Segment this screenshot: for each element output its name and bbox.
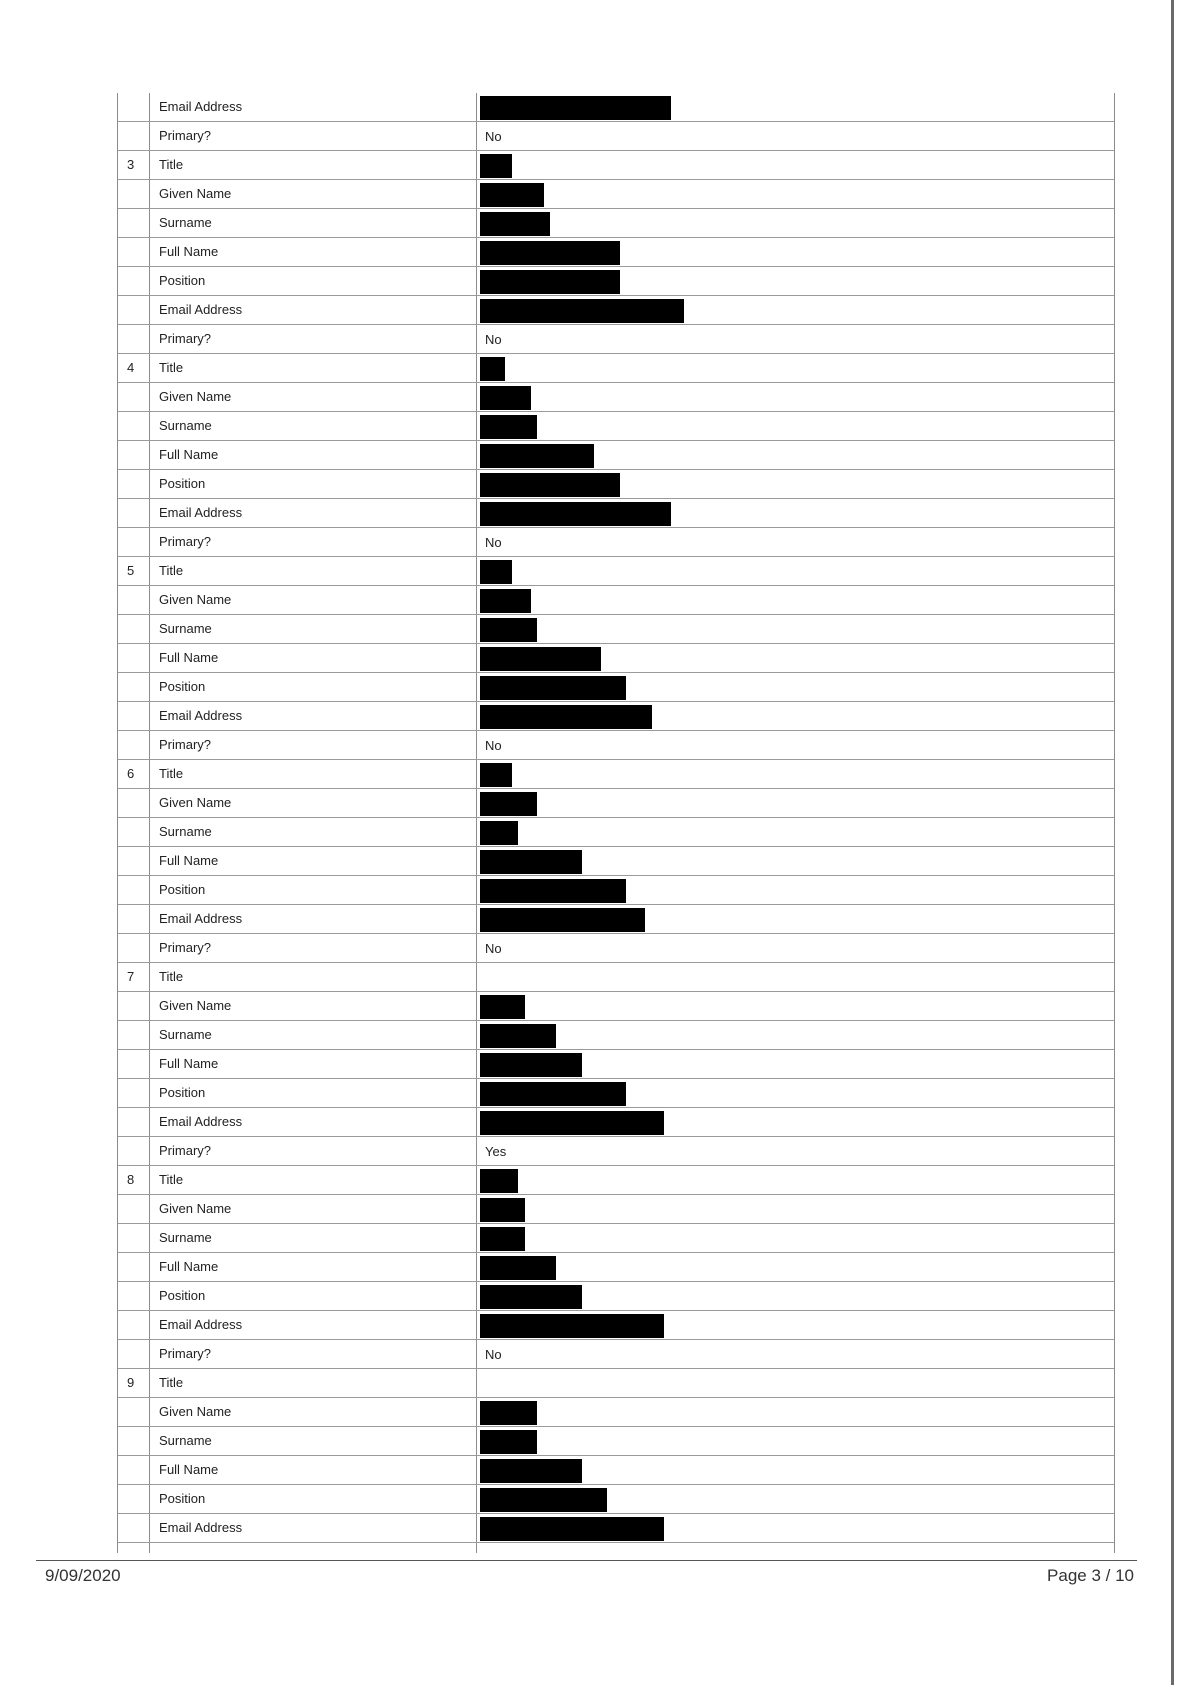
contact-index-cell xyxy=(118,1282,150,1310)
field-value-cell xyxy=(477,731,1114,759)
contact-index-cell xyxy=(118,1340,150,1368)
table-row xyxy=(118,325,1114,354)
field-label-cell: Given Name xyxy=(150,1195,477,1223)
redaction-block xyxy=(480,560,512,584)
field-value-cell xyxy=(477,1340,1114,1368)
contact-index-cell xyxy=(118,1311,150,1339)
field-value-cell xyxy=(477,702,1114,730)
contact-index-cell xyxy=(118,238,150,266)
contacts-table xyxy=(117,93,1115,1553)
table-row xyxy=(118,1079,1114,1108)
field-label-cell: Primary? xyxy=(150,934,477,962)
field-label-cell: Full Name xyxy=(150,1253,477,1281)
field-value-cell xyxy=(477,992,1114,1020)
table-row xyxy=(118,1137,1114,1166)
redaction-block xyxy=(480,183,544,207)
field-value-text: No xyxy=(485,1347,502,1362)
field-label-cell: Primary? xyxy=(150,1137,477,1165)
field-value-cell xyxy=(477,1079,1114,1107)
field-value-cell xyxy=(477,1311,1114,1339)
field-label-cell: Title xyxy=(150,963,477,991)
contact-index-cell xyxy=(118,412,150,440)
field-label-cell: Position xyxy=(150,1079,477,1107)
redaction-block xyxy=(480,1285,582,1309)
contact-index-cell xyxy=(118,586,150,614)
table-row xyxy=(118,847,1114,876)
table-row xyxy=(118,1050,1114,1079)
contact-index-cell xyxy=(118,615,150,643)
table-row xyxy=(118,934,1114,963)
contact-index-cell xyxy=(118,441,150,469)
contact-index-cell xyxy=(118,1398,150,1426)
table-row xyxy=(118,1485,1114,1514)
field-value-cell xyxy=(477,1253,1114,1281)
field-value-cell xyxy=(477,847,1114,875)
field-label-cell: Full Name xyxy=(150,847,477,875)
field-value-cell xyxy=(477,1021,1114,1049)
field-value-cell xyxy=(477,470,1114,498)
table-row xyxy=(118,1311,1114,1340)
contact-index-cell xyxy=(118,644,150,672)
contact-index-cell xyxy=(118,528,150,556)
redaction-block xyxy=(480,473,620,497)
field-label-cell: Full Name xyxy=(150,644,477,672)
field-value-cell xyxy=(477,818,1114,846)
redaction-block xyxy=(480,879,626,903)
field-label-cell: Position xyxy=(150,1282,477,1310)
contact-index-cell xyxy=(118,934,150,962)
field-value-cell xyxy=(477,1369,1114,1397)
redaction-block xyxy=(480,995,525,1019)
field-label-cell: Given Name xyxy=(150,180,477,208)
redaction-block xyxy=(480,1401,537,1425)
contact-index-cell xyxy=(118,1079,150,1107)
redaction-block xyxy=(480,357,505,381)
redaction-block xyxy=(480,792,537,816)
contact-index-cell xyxy=(118,1456,150,1484)
table-row xyxy=(118,992,1114,1021)
contact-index-cell xyxy=(118,789,150,817)
contact-index-cell xyxy=(118,1485,150,1513)
field-value-cell xyxy=(477,1108,1114,1136)
redaction-block xyxy=(480,1053,582,1077)
field-label-cell: Surname xyxy=(150,1224,477,1252)
field-value-cell xyxy=(477,528,1114,556)
field-value-cell xyxy=(477,122,1114,150)
table-continuation-cell xyxy=(150,1543,477,1553)
field-value-text: No xyxy=(485,738,502,753)
redaction-block xyxy=(480,647,601,671)
field-value-cell xyxy=(477,1282,1114,1310)
contact-index-cell xyxy=(118,1108,150,1136)
field-value-cell xyxy=(477,151,1114,179)
table-row xyxy=(118,528,1114,557)
table-row xyxy=(118,1253,1114,1282)
contact-index-cell xyxy=(118,1224,150,1252)
redaction-block xyxy=(480,1198,525,1222)
contact-index-cell xyxy=(118,267,150,295)
field-label-cell: Primary? xyxy=(150,731,477,759)
contact-index-cell xyxy=(118,847,150,875)
contact-index-cell: 9 xyxy=(118,1369,150,1397)
field-value-cell xyxy=(477,586,1114,614)
field-label-cell: Email Address xyxy=(150,1108,477,1136)
redaction-block xyxy=(480,908,645,932)
contact-index-cell xyxy=(118,1514,150,1542)
redaction-block xyxy=(480,386,531,410)
table-row xyxy=(118,789,1114,818)
field-label-cell: Position xyxy=(150,470,477,498)
contact-index-cell xyxy=(118,93,150,121)
table-row xyxy=(118,1282,1114,1311)
redaction-block xyxy=(480,1111,664,1135)
redaction-block xyxy=(480,1459,582,1483)
field-label-cell: Surname xyxy=(150,412,477,440)
redaction-block xyxy=(480,1488,607,1512)
redaction-block xyxy=(480,299,684,323)
table-row xyxy=(118,1224,1114,1253)
field-label-cell: Title xyxy=(150,1369,477,1397)
contact-index-cell xyxy=(118,1427,150,1455)
field-label-cell: Email Address xyxy=(150,702,477,730)
contact-index-cell xyxy=(118,702,150,730)
field-value-cell xyxy=(477,412,1114,440)
table-row xyxy=(118,296,1114,325)
field-label-cell: Given Name xyxy=(150,1398,477,1426)
contact-index-cell xyxy=(118,731,150,759)
field-label-cell: Primary? xyxy=(150,528,477,556)
table-row xyxy=(118,1427,1114,1456)
contact-index-cell xyxy=(118,296,150,324)
contact-index-cell xyxy=(118,1050,150,1078)
contact-index-cell: 7 xyxy=(118,963,150,991)
table-row xyxy=(118,1340,1114,1369)
field-label-cell: Full Name xyxy=(150,1456,477,1484)
table-row xyxy=(118,122,1114,151)
table-row xyxy=(118,1456,1114,1485)
field-value-cell xyxy=(477,760,1114,788)
field-label-cell: Primary? xyxy=(150,122,477,150)
field-value-cell xyxy=(477,1427,1114,1455)
table-row xyxy=(118,615,1114,644)
redaction-block xyxy=(480,589,531,613)
table-row xyxy=(118,557,1114,586)
field-value-cell xyxy=(477,1485,1114,1513)
table-row xyxy=(118,441,1114,470)
field-label-cell: Email Address xyxy=(150,499,477,527)
table-row xyxy=(118,499,1114,528)
field-label-cell: Surname xyxy=(150,1427,477,1455)
field-label-cell: Given Name xyxy=(150,789,477,817)
contact-index-cell xyxy=(118,1253,150,1281)
field-label-cell: Email Address xyxy=(150,1311,477,1339)
redaction-block xyxy=(480,502,671,526)
field-value-text: No xyxy=(485,332,502,347)
contact-index-cell: 4 xyxy=(118,354,150,382)
table-row xyxy=(118,1514,1114,1543)
field-value-cell xyxy=(477,354,1114,382)
table-row xyxy=(118,731,1114,760)
redaction-block xyxy=(480,1169,518,1193)
field-value-cell xyxy=(477,1195,1114,1223)
redaction-block xyxy=(480,850,582,874)
contact-index-cell xyxy=(118,180,150,208)
field-label-cell: Title xyxy=(150,760,477,788)
contact-index-cell: 5 xyxy=(118,557,150,585)
table-row xyxy=(118,818,1114,847)
field-value-cell xyxy=(477,238,1114,266)
table-row xyxy=(118,1108,1114,1137)
field-value-cell xyxy=(477,267,1114,295)
contact-index-cell xyxy=(118,470,150,498)
field-value-cell xyxy=(477,325,1114,353)
table-row xyxy=(118,905,1114,934)
table-row xyxy=(118,209,1114,238)
field-label-cell: Position xyxy=(150,673,477,701)
field-value-cell xyxy=(477,615,1114,643)
field-label-cell: Given Name xyxy=(150,383,477,411)
field-value-cell xyxy=(477,1224,1114,1252)
field-value-cell xyxy=(477,905,1114,933)
field-value-cell xyxy=(477,557,1114,585)
table-row xyxy=(118,383,1114,412)
field-value-cell xyxy=(477,673,1114,701)
field-value-cell xyxy=(477,93,1114,121)
contact-index-cell xyxy=(118,818,150,846)
table-row xyxy=(118,702,1114,731)
table-row xyxy=(118,267,1114,296)
table-row xyxy=(118,238,1114,267)
field-value-cell xyxy=(477,1514,1114,1542)
redaction-block xyxy=(480,270,620,294)
contact-index-cell xyxy=(118,1137,150,1165)
contact-index-cell xyxy=(118,499,150,527)
field-value-text: Yes xyxy=(485,1144,507,1159)
field-value-cell xyxy=(477,499,1114,527)
redaction-block xyxy=(480,241,620,265)
table-row xyxy=(118,180,1114,209)
redaction-block xyxy=(480,415,537,439)
redaction-block xyxy=(480,96,671,120)
field-value-cell xyxy=(477,963,1114,991)
field-label-cell: Full Name xyxy=(150,441,477,469)
contact-index-cell xyxy=(118,209,150,237)
contact-index-cell: 6 xyxy=(118,760,150,788)
footer-page-number: Page 3 / 10 xyxy=(1047,1566,1134,1585)
field-label-cell: Email Address xyxy=(150,905,477,933)
field-value-cell xyxy=(477,1166,1114,1194)
field-label-cell: Title xyxy=(150,354,477,382)
table-row xyxy=(118,644,1114,673)
footer-divider xyxy=(36,1560,1137,1561)
table-continuation-cell xyxy=(118,1543,150,1553)
contact-index-cell: 3 xyxy=(118,151,150,179)
contact-index-cell xyxy=(118,905,150,933)
table-row xyxy=(118,1398,1114,1427)
field-label-cell: Full Name xyxy=(150,238,477,266)
table-row xyxy=(118,151,1114,180)
field-label-cell: Surname xyxy=(150,615,477,643)
contact-index-cell xyxy=(118,1021,150,1049)
field-value-cell xyxy=(477,1137,1114,1165)
table-row xyxy=(118,1195,1114,1224)
field-value-cell xyxy=(477,180,1114,208)
redaction-block xyxy=(480,1082,626,1106)
field-value-cell xyxy=(477,1456,1114,1484)
table-row xyxy=(118,1021,1114,1050)
redaction-block xyxy=(480,1227,525,1251)
redaction-block xyxy=(480,676,626,700)
redaction-block xyxy=(480,1024,556,1048)
redaction-block xyxy=(480,763,512,787)
contact-index-cell xyxy=(118,992,150,1020)
field-label-cell: Surname xyxy=(150,1021,477,1049)
field-label-cell: Primary? xyxy=(150,1340,477,1368)
table-row xyxy=(118,1166,1114,1195)
table-row xyxy=(118,963,1114,992)
field-label-cell: Email Address xyxy=(150,1514,477,1542)
table-row xyxy=(118,760,1114,789)
field-label-cell: Position xyxy=(150,267,477,295)
footer-date: 9/09/2020 xyxy=(45,1566,121,1585)
field-label-cell: Title xyxy=(150,557,477,585)
redaction-block xyxy=(480,1314,664,1338)
table-row xyxy=(118,673,1114,702)
field-label-cell: Given Name xyxy=(150,586,477,614)
redaction-block xyxy=(480,154,512,178)
contact-index-cell xyxy=(118,383,150,411)
field-value-cell xyxy=(477,789,1114,817)
page-edge-shadow xyxy=(1171,0,1174,1685)
field-label-cell: Surname xyxy=(150,818,477,846)
contact-index-cell xyxy=(118,1195,150,1223)
table-row xyxy=(118,586,1114,615)
field-label-cell: Primary? xyxy=(150,325,477,353)
redaction-block xyxy=(480,1256,556,1280)
table-row xyxy=(118,93,1114,122)
redaction-block xyxy=(480,444,594,468)
field-value-cell xyxy=(477,441,1114,469)
redaction-block xyxy=(480,1430,537,1454)
field-label-cell: Email Address xyxy=(150,296,477,324)
table-row xyxy=(118,470,1114,499)
table-row xyxy=(118,354,1114,383)
field-label-cell: Position xyxy=(150,876,477,904)
table-row xyxy=(118,412,1114,441)
field-value-cell xyxy=(477,383,1114,411)
field-value-text: No xyxy=(485,535,502,550)
field-value-text: No xyxy=(485,941,502,956)
redaction-block xyxy=(480,1517,664,1541)
field-label-cell: Position xyxy=(150,1485,477,1513)
contact-index-cell xyxy=(118,673,150,701)
field-label-cell: Given Name xyxy=(150,992,477,1020)
table-row xyxy=(118,876,1114,905)
redaction-block xyxy=(480,821,518,845)
redaction-block xyxy=(480,705,652,729)
field-value-cell xyxy=(477,1050,1114,1078)
field-label-cell: Surname xyxy=(150,209,477,237)
field-value-cell xyxy=(477,934,1114,962)
field-label-cell: Email Address xyxy=(150,93,477,121)
contact-index-cell xyxy=(118,122,150,150)
field-value-cell xyxy=(477,644,1114,672)
field-label-cell: Title xyxy=(150,151,477,179)
field-value-cell xyxy=(477,209,1114,237)
field-value-cell xyxy=(477,1398,1114,1426)
contact-index-cell xyxy=(118,325,150,353)
field-value-cell xyxy=(477,296,1114,324)
table-continuation xyxy=(118,1543,1114,1553)
field-label-cell: Title xyxy=(150,1166,477,1194)
redaction-block xyxy=(480,212,550,236)
contact-index-cell: 8 xyxy=(118,1166,150,1194)
field-label-cell: Full Name xyxy=(150,1050,477,1078)
table-row xyxy=(118,1369,1114,1398)
contact-index-cell xyxy=(118,876,150,904)
redaction-block xyxy=(480,618,537,642)
field-value-text: No xyxy=(485,129,502,144)
field-value-cell xyxy=(477,876,1114,904)
